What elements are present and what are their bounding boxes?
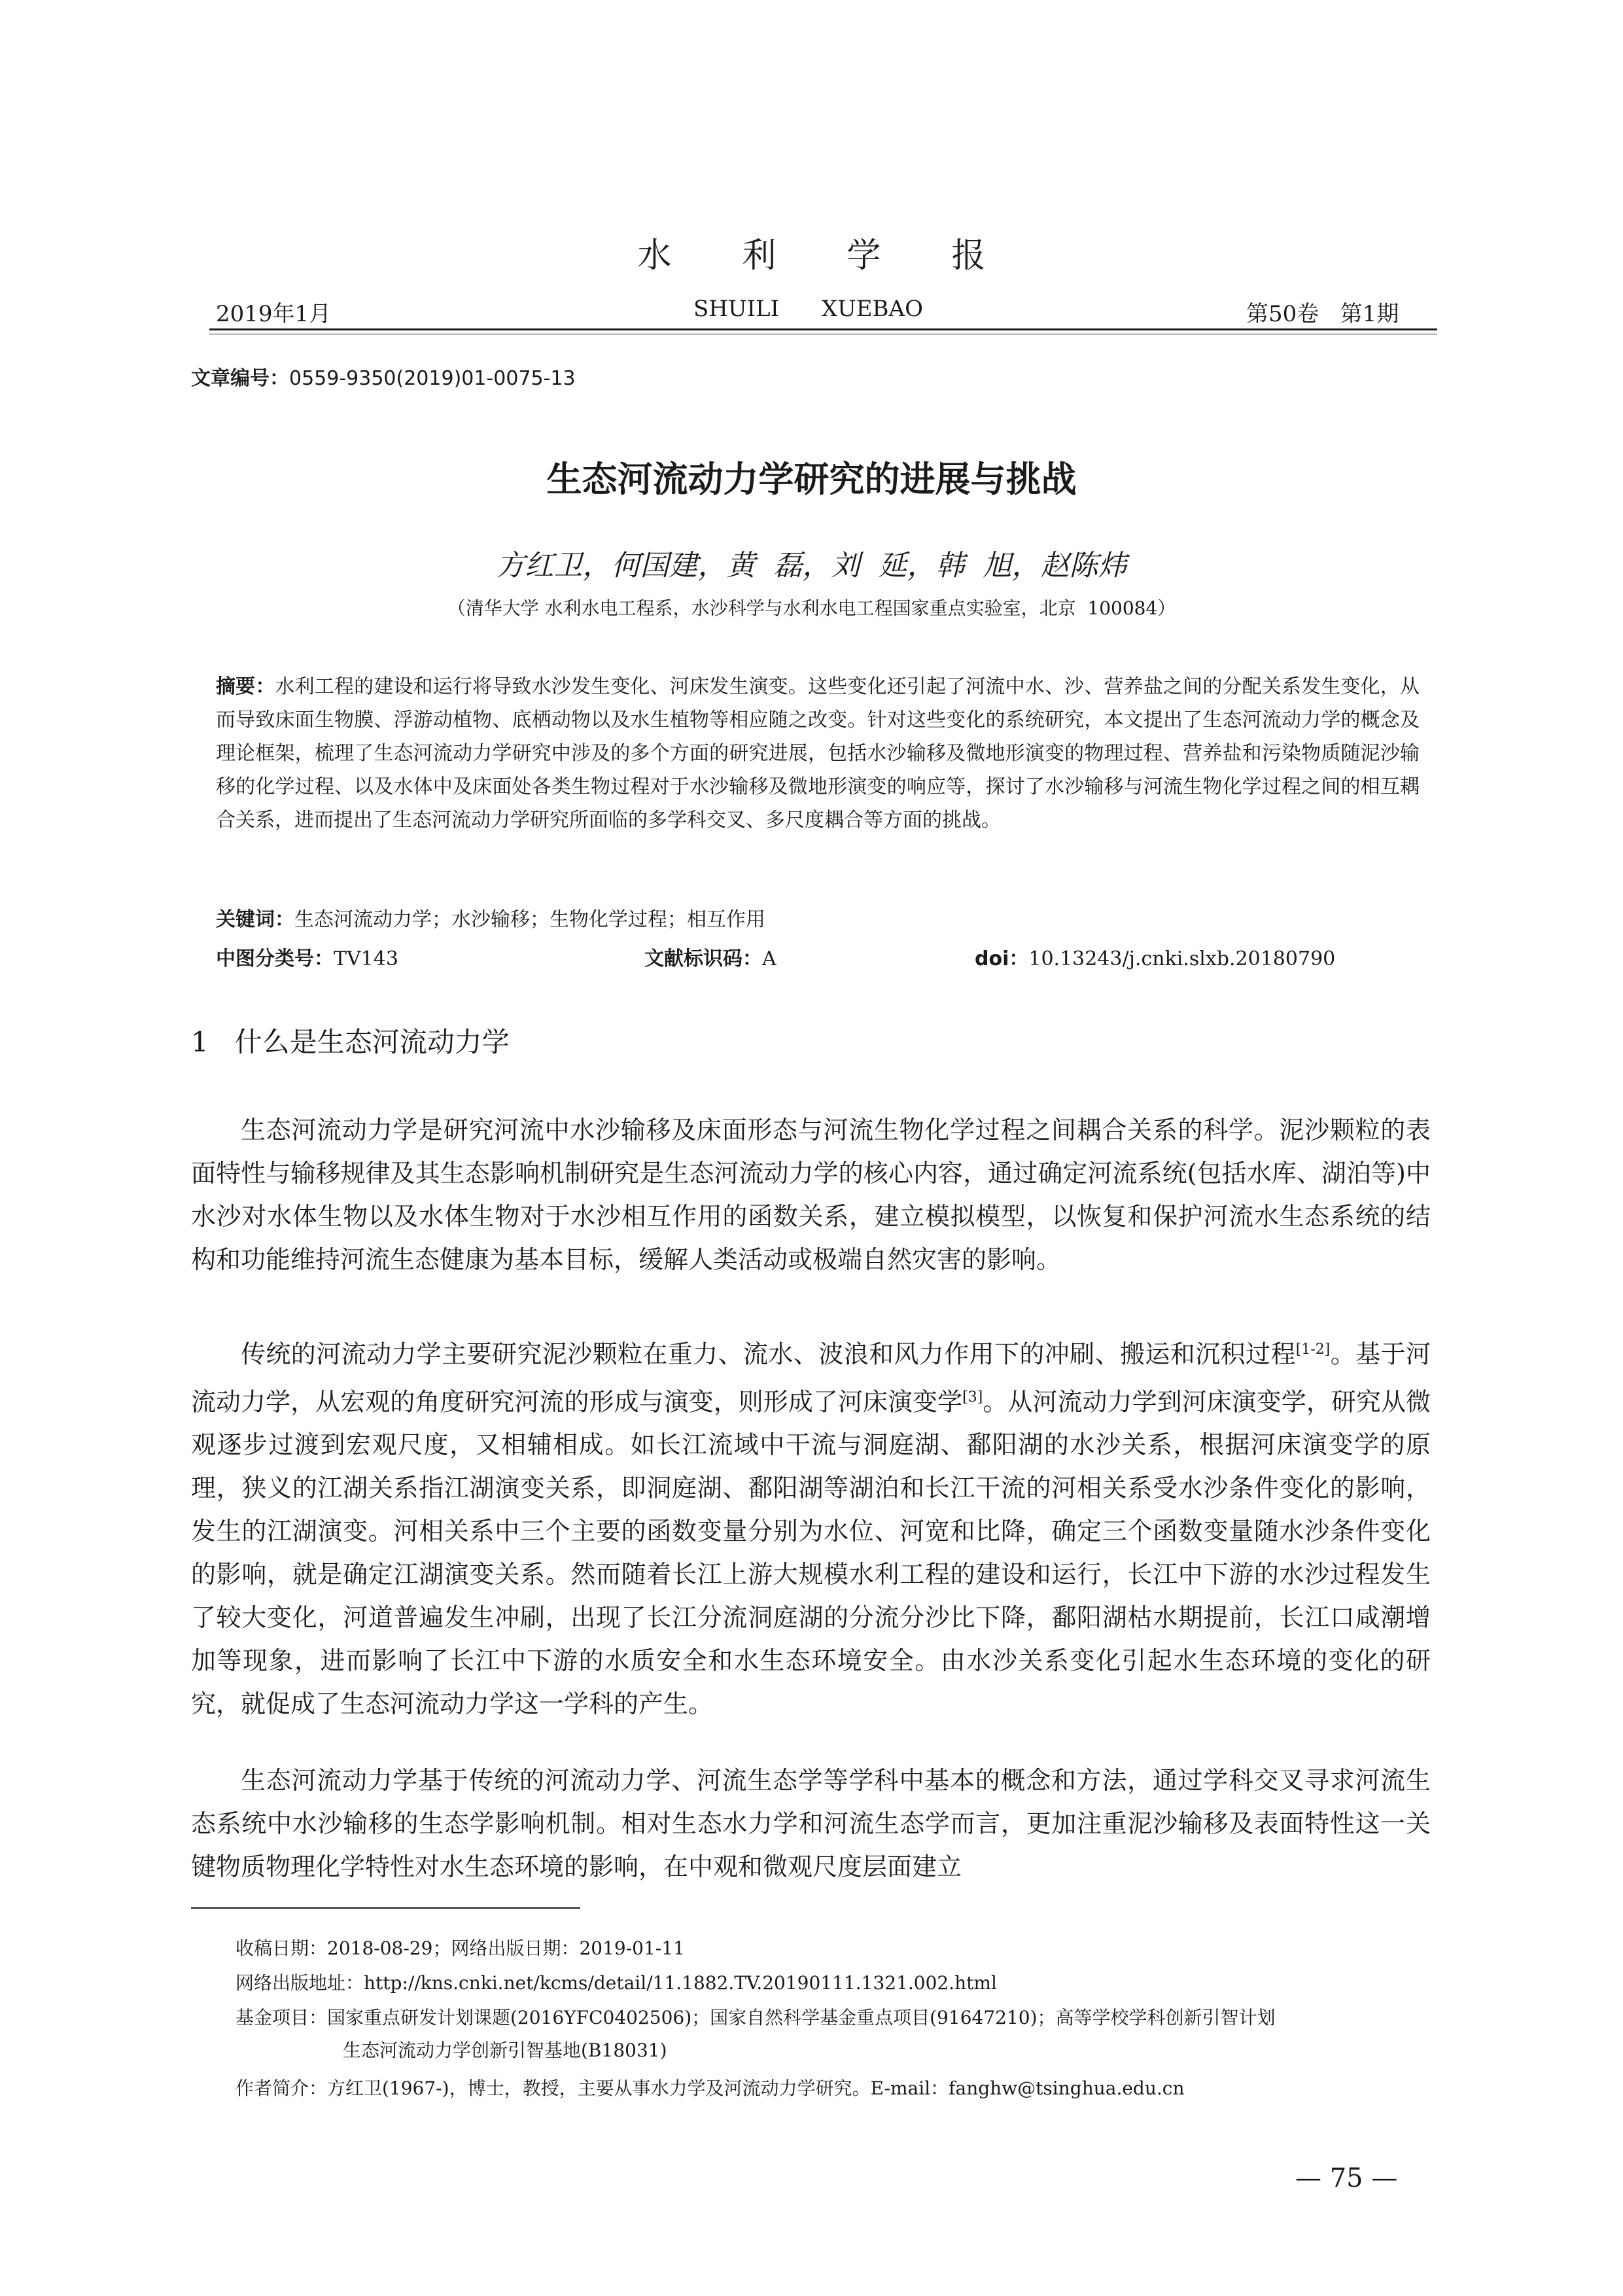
clc-label: 中图分类号： (216, 947, 334, 970)
page-number: — 75 — (1295, 2163, 1398, 2193)
journal-english-name: SHUILI XUEBAO (693, 296, 923, 322)
footnote-rule (191, 1907, 580, 1909)
footnote-funding-cont: 生态河流动力学创新引智基地(B18031) (343, 2040, 667, 2061)
footnote-online: 网络出版地址：http://kns.cnki.net/kcms/detail/11.1882.TV.20190111.1321.002.html (236, 1972, 997, 1994)
section-title: 什么是生态河流动力学 (234, 1026, 510, 1058)
article-number-label: 文章编号： (191, 367, 289, 390)
abstract-text: 水利工程的建设和运行将导致水沙发生变化、河床发生演变。这些变化还引起了河流中水、沙、营养盐之间的分配关系发生变化，从而导致床面生物膜、浮游动植物、底栖动物以及水生植物等相应随之改变。针对这些变化的系统研究，本文提出了生态河流动力学的概念及理论框架，梳理了生态河流动力学研究中涉及的多个方面的研究进展，包括水沙输移及微地形演变的物理过程、营养盐和污染物质随泥沙输移的化学过程、以及水体中及床面处各类生物过程对于水沙输移及微地形演变的响应等，探讨了水沙输移与河流生物化学过程之间的相互耦合关系，进而提出了生态河流动力学研究所面临的多学科交叉、多尺度耦合等方面的挑战。 (216, 675, 1420, 832)
doi-value: 10.13243/j.cnki.slxb.20180790 (1028, 947, 1336, 970)
header-rule (209, 328, 1437, 330)
citation-ref: [1-2] (1295, 1341, 1331, 1358)
article-number (191, 362, 576, 391)
issue-date: 2019年1月 (216, 301, 332, 327)
paragraph-text-part: 。从河流动力学到河床演变学，研究从微观逐步过渡到宏观尺度，又相辅相成。如长江流域中干流与洞庭湖、鄱阳湖的水沙关系，根据河床演变学的原理，狭义的江湖关系指江湖演变关系，即洞庭湖、鄱阳湖等湖泊和长江干流的河相关系受水沙条件变化的影响，发生的江湖演变。河相关系中三个主要的函数变量分别为水位、河宽和比降，确定三个函数变量随水沙条件变化的影响，就是确定江湖演变关系。然而随着长江上游大规模水利工程的建设和运行，长江中下游的水沙过程发生了较大变化，河道普遍发生冲刷，出现了长江分流洞庭湖的分流分沙比下降，鄱阳湖枯水期提前，长江口咸潮增加等现象，进而影响了长江中下游的水质安全和水生态环境安全。由水沙关系变化引起水生态环境的变化的研究，就促成了生态河流动力学这一学科的产生。 (191, 1387, 1431, 1719)
journal-title: 水利学报 (637, 236, 1056, 275)
volume-issue: 第50卷 第1期 (1246, 301, 1399, 327)
doi (975, 942, 1335, 971)
abstract-label: 摘要： (216, 675, 275, 698)
affiliation: （清华大学 水利水电工程系，水沙科学与水利水电工程国家重点实验室，北京 100084） (447, 597, 1176, 619)
paragraph-text-part: 传统的河流动力学主要研究泥沙颗粒在重力、流水、波浪和风力作用下的冲刷、搬运和沉积过程 (241, 1339, 1296, 1369)
keywords-text: 生态河流动力学；水沙输移；生物化学过程；相互作用 (294, 908, 765, 931)
keywords-label: 关键词： (216, 908, 294, 931)
footnote-funding: 基金项目：国家重点研发计划课题(2016YFC0402506)；国家自然科学基金重点项目(91647210)；高等学校学科创新引智计划 (236, 2007, 1276, 2028)
body-paragraph-1 (191, 1108, 1431, 1281)
paper-title: 生态河流动力学研究的进展与挑战 (546, 459, 1077, 500)
paragraph-text: 生态河流动力学是研究河流中水沙输移及床面形态与河流生物化学过程之间耦合关系的科学。泥沙颗粒的表面特性与输移规律及其生态影响机制研究是生态河流动力学的核心内容，通过确定河流系统(包括水库、湖泊等)中水沙对水体生物以及水体生物对于水沙相互作用的函数关系，建立模拟模型，以恢复和保护河流水生态系统的结构和功能维持河流生态健康为基本目标，缓解人类活动或极端自然灾害的影响。 (191, 1116, 1431, 1274)
section-heading (191, 1021, 510, 1060)
paragraph-text-part: 。基于河流动力学，从宏观的角度研究河流的形成与演变，则形成了河床演变学 (191, 1339, 1431, 1417)
doi-label: doi： (975, 947, 1029, 970)
footnote-received: 收稿日期：2018-08-29；网络出版日期：2019-01-11 (236, 1937, 685, 1959)
author-list: 方红卫，何国建，黄 磊，刘 延，韩 旭，赵陈炜 (496, 549, 1127, 582)
clc-value: TV143 (334, 947, 398, 970)
section-number: 1 (191, 1026, 209, 1058)
body-paragraph-3 (191, 1759, 1431, 1888)
paragraph-text: 生态河流动力学基于传统的河流动力学、河流生态学等学科中基本的概念和方法，通过学科交叉寻求河流生态系统中水沙输移的生态学影响机制。相对生态水力学和河流生态学而言，更加注重泥沙输移及表面特性这一关键物质物理化学特性对水生态环境的影响，在中观和微观尺度层面建立 (191, 1766, 1431, 1881)
paragraph-text (191, 1328, 1431, 1725)
body-paragraph-2 (191, 1328, 1431, 1725)
keywords (216, 903, 765, 932)
article-number-value: 0559-9350(2019)01-0075-13 (289, 367, 576, 390)
document-code-label: 文献标识码： (644, 947, 762, 970)
clc-number (216, 942, 398, 971)
footnote-author: 作者简介：方红卫(1967-)，博士，教授，主要从事水力学及河流动力学研究。E-mail：fanghw@tsinghua.edu.cn (236, 2077, 1185, 2099)
abstract (216, 670, 1420, 837)
document-code (644, 942, 777, 971)
document-code-value: A (762, 947, 777, 970)
citation-ref: [3] (962, 1388, 983, 1405)
